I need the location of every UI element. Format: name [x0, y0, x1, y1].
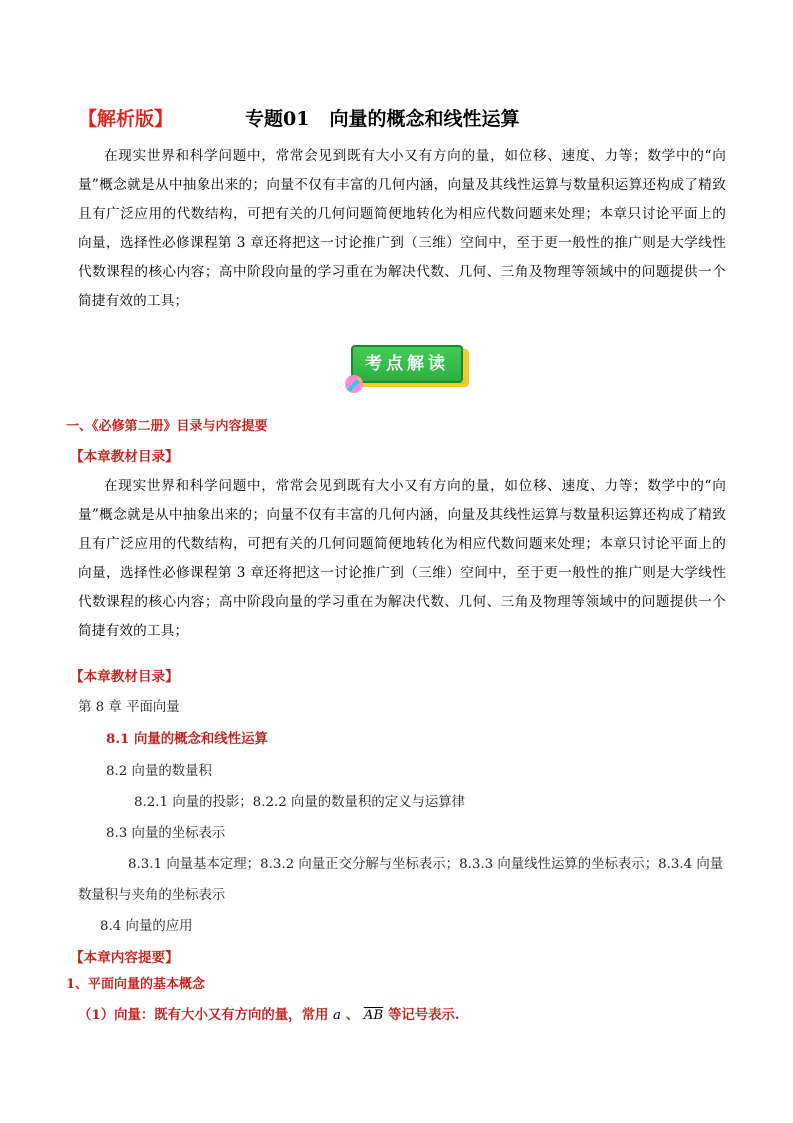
- chapter-paragraph: [78, 472, 726, 646]
- subsection-heading: 【本章教材目录】: [70, 669, 179, 685]
- intro-line: 量”概念就是从中抽象出来的；向量不仅有丰富的几何内涵，向量及其线性运算与数量积运算还构成了精: [78, 177, 713, 193]
- toc-items-8-3: 8.3.1 向量基本定理；8.3.2 向量正交分解与坐标表示；8.3.3 向量线性运算的坐标表示；8.3.4 向量: [128, 857, 724, 872]
- title-row: [78, 104, 738, 132]
- intro-line: 个简捷有效的工具；: [78, 264, 726, 309]
- toc-section-8-4: 8.4 向量的应用: [100, 919, 193, 934]
- toc-section-8-1: 8.1 向量的概念和线性运算: [106, 731, 268, 747]
- intro-paragraph: [78, 142, 726, 316]
- intro-line: 在现实世界和科学问题中，常常会见到既有大小又有方向的量，如位移、速度、力等；数学中的“向: [104, 148, 726, 164]
- paragraph-line: 致且有广泛应用的代数结构，可把有关的几何问题简便地转化为相应代数问题来处理；本章只讨论平面上: [78, 507, 726, 552]
- toc-items-8-3-cont: 数量积与夹角的坐标表示: [78, 888, 226, 903]
- page-title: [245, 104, 519, 131]
- point-heading: 1、平面向量的基本概念: [66, 977, 206, 992]
- toc-section-8-2: 8.2 向量的数量积: [106, 764, 212, 779]
- title-number: 专题01: [245, 108, 310, 130]
- definition-item: [78, 1004, 460, 1023]
- paragraph-line: 量”概念就是从中抽象出来的；向量不仅有丰富的几何内涵，向量及其线性运算与数量积运算还构成了精: [78, 507, 713, 523]
- pencil-icon: [343, 373, 365, 395]
- key-points-badge: [343, 345, 475, 397]
- vector-a-symbol: a: [333, 1008, 342, 1023]
- intro-line: 的向量，选择性必修课程第 3 章还将把这一讨论推广到（三维）空间中，至于更一般性的推广则是大学线: [78, 206, 726, 251]
- title-text: 向量的概念和线性运算: [329, 108, 520, 130]
- badge-label: 考点解读: [351, 345, 463, 383]
- toc-chapter: 第 8 章 平面向量: [78, 700, 180, 715]
- intro-line: 性代数课程的核心内容；高中阶段向量的学习重在为解决代数、几何、三角及物理等领域中的问题提供一: [78, 235, 726, 280]
- vector-ab-symbol: $\overline{AB}$: [363, 1008, 384, 1023]
- intro-line: 致且有广泛应用的代数结构，可把有关的几何问题简便地转化为相应代数问题来处理；本章只讨论平面上: [78, 177, 726, 222]
- subsection-heading: 【本章内容提要】: [70, 950, 179, 966]
- definition-suffix: 等记号表示.: [387, 1007, 460, 1023]
- toc-items-8-2: 8.2.1 向量的投影；8.2.2 向量的数量积的定义与运算律: [134, 795, 466, 810]
- paragraph-line: 性代数课程的核心内容；高中阶段向量的学习重在为解决代数、几何、三角及物理等领域中的问题提供一: [78, 565, 726, 610]
- subsection-heading: 【本章教材目录】: [70, 449, 179, 465]
- section-heading: 一、《必修第二册》目录与内容提要: [66, 419, 268, 434]
- paragraph-line: 的向量，选择性必修课程第 3 章还将把这一讨论推广到（三维）空间中，至于更一般性的推广则是大学线: [78, 536, 726, 581]
- definition-prefix: （1）向量：既有大小又有方向的量，常用: [78, 1007, 329, 1023]
- toc-section-8-3: 8.3 向量的坐标表示: [106, 826, 226, 841]
- edition-tag: 【解析版】: [78, 108, 174, 130]
- symbol-separator: 、: [345, 1007, 360, 1023]
- paragraph-line: 个简捷有效的工具；: [78, 594, 726, 639]
- paragraph-line: 在现实世界和科学问题中，常常会见到既有大小又有方向的量，如位移、速度、力等；数学中的“向: [104, 478, 726, 494]
